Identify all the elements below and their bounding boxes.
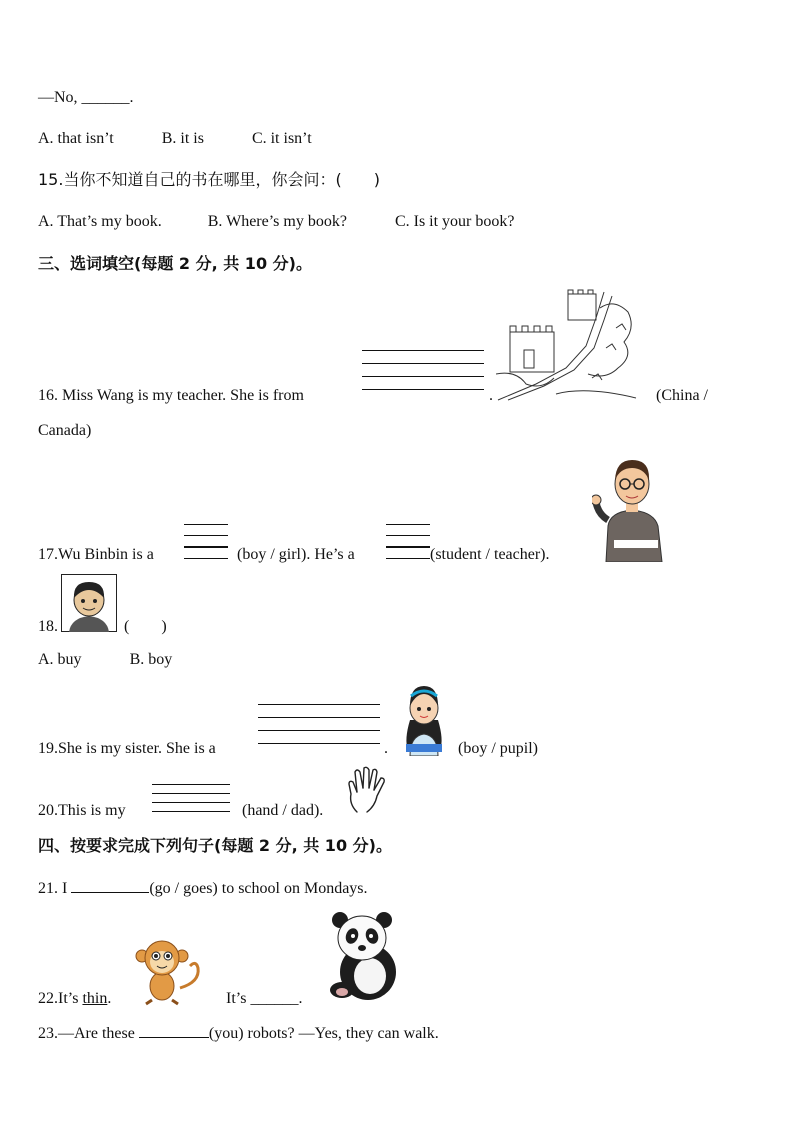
q17-writing-lines-1[interactable] xyxy=(184,524,228,559)
q17-choices-2: (student / teacher). xyxy=(430,546,550,563)
q21-rest: (go / goes) to school on Mondays. xyxy=(149,880,368,897)
hand-icon xyxy=(345,766,389,814)
section-4-title: 四、按要求完成下列句子(每题 2 分, 共 10 分)。 xyxy=(38,836,392,855)
q19-writing-lines[interactable] xyxy=(258,704,380,744)
panda-icon xyxy=(326,908,406,1004)
q16-choices-cont: Canada) xyxy=(38,422,92,439)
q22-dot: . xyxy=(107,990,112,1007)
q23-line xyxy=(38,1023,439,1044)
q16-dot: . xyxy=(489,387,493,404)
q17-text: 17.Wu Binbin is a xyxy=(38,546,154,563)
q14-answer-line: —No, ______. xyxy=(38,89,134,106)
q20-writing-lines[interactable] xyxy=(152,784,230,812)
q18-answer-paren[interactable]: ( ) xyxy=(124,618,167,635)
q21-line xyxy=(38,878,368,899)
q22-line-1 xyxy=(38,989,111,1009)
q18-option-a[interactable]: A. buy xyxy=(38,651,82,668)
q21-blank[interactable] xyxy=(71,878,149,893)
q14-option-b[interactable]: B. it is xyxy=(161,130,204,147)
q18-option-b[interactable]: B. boy xyxy=(129,651,173,668)
q15-options xyxy=(38,212,514,232)
great-wall-icon xyxy=(496,288,640,404)
q20-choices: (hand / dad). xyxy=(242,802,324,819)
q16-writing-lines[interactable] xyxy=(362,350,484,390)
q19-dot: . xyxy=(384,740,388,757)
q21-prefix: 21. I xyxy=(38,880,68,897)
q15-option-b[interactable]: B. Where’s my book? xyxy=(207,213,347,230)
monkey-icon xyxy=(130,938,206,1006)
q14-options xyxy=(38,129,312,149)
q15-option-a[interactable]: A. That’s my book. xyxy=(38,213,162,230)
teacher-man-icon xyxy=(592,456,672,562)
q18-options xyxy=(38,650,172,670)
q23-rest: (you) robots? —Yes, they can walk. xyxy=(208,1025,439,1042)
q19-choices: (boy / pupil) xyxy=(458,740,538,757)
q19-text: 19.She is my sister. She is a xyxy=(38,740,216,757)
q15-question: 15.当你不知道自己的书在哪里，你会问：( ) xyxy=(38,170,380,189)
q23-blank[interactable] xyxy=(139,1023,209,1038)
q22-second-sentence: It’s ______. xyxy=(226,990,303,1007)
q14-option-c[interactable]: C. it isn’t xyxy=(251,130,312,147)
q23-prefix: 23.—Are these xyxy=(38,1025,135,1042)
q20-text: 20.This is my xyxy=(38,802,126,819)
q17-choices-1: (boy / girl). He’s a xyxy=(237,546,355,563)
q17-writing-lines-2[interactable] xyxy=(386,524,430,559)
boy-picture-icon xyxy=(61,574,117,632)
q18-number: 18. xyxy=(38,618,58,635)
q22-underlined-word: thin xyxy=(82,990,108,1007)
q22-prefix: 22.It’s xyxy=(38,990,79,1007)
q16-text: 16. Miss Wang is my teacher. She is from xyxy=(38,387,304,404)
q14-option-a[interactable]: A. that isn’t xyxy=(38,130,114,147)
q16-choices: (China / xyxy=(656,387,708,404)
girl-pupil-icon xyxy=(396,680,452,756)
section-3-title: 三、选词填空(每题 2 分, 共 10 分)。 xyxy=(38,254,312,273)
q15-option-c[interactable]: C. Is it your book? xyxy=(394,213,515,230)
